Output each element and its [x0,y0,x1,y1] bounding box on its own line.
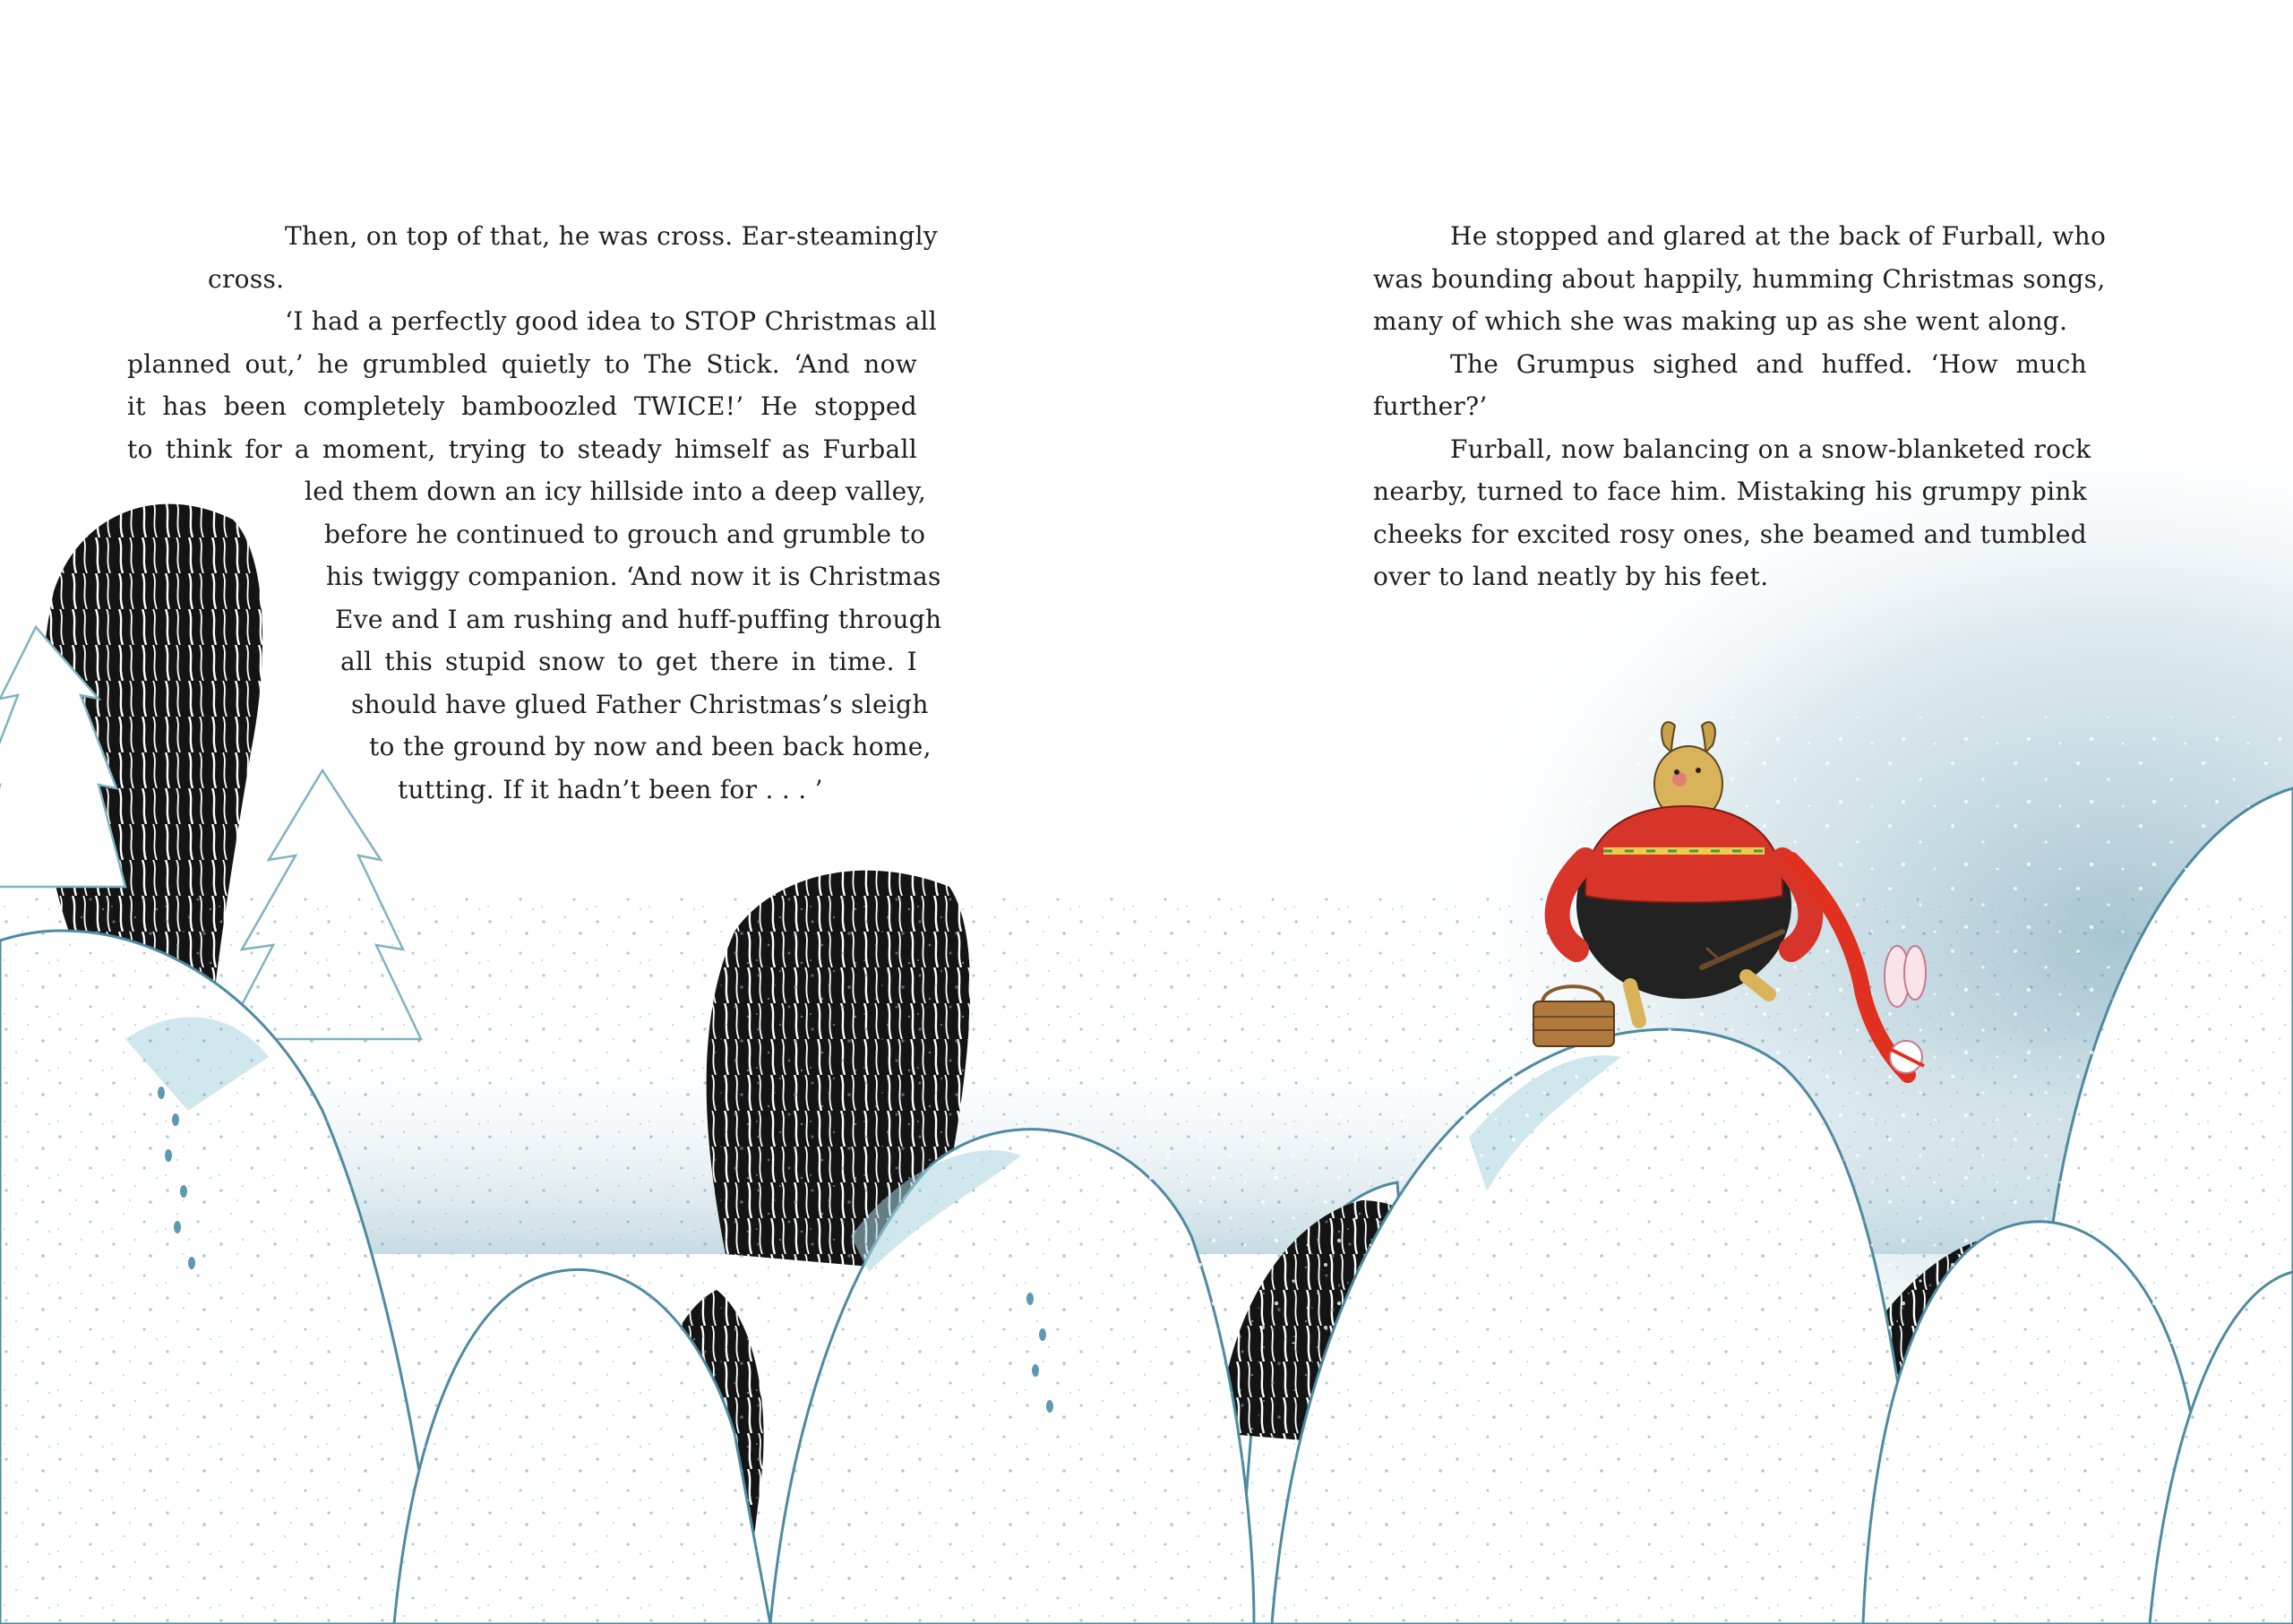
right-paragraph-1-cont [1373,258,2106,343]
right-page-text [1373,215,2107,598]
right-paragraph-2-cont [1373,385,2087,428]
text-line: over to land neatly by his feet. [1373,562,1769,591]
text-line: to the ground by now and been back home, [369,732,932,761]
text-line: led them down an icy hillside into a deep valley, [305,477,927,506]
text-line: cross. [208,263,285,294]
text-line: The Grumpus sighed and huffed. ‘How much [1450,348,2087,379]
text-line: cheeks for excited rosy ones, she beamed and tumbled [1373,519,2087,549]
left-paragraph-1 [208,215,938,258]
text-line: nearby, turned to face him. Mistaking his grumpy pink [1373,477,2087,506]
right-paragraph-3 [1373,428,2091,471]
text-line: all this stupid snow to get there in time. I [340,647,917,676]
text-line: tutting. If it hadn’t been for . . . ’ [398,774,823,804]
left-paragraph-2-cont [127,343,942,812]
text-line: ‘I had a perfectly good idea to STOP Christmas all [285,306,938,336]
text-line: to think for a moment, trying to steady himself as Furball [127,434,917,464]
text-line: planned out,’ he grumbled quietly to The Stick. ‘And now [127,348,917,379]
text-line: Then, on top of that, he was cross. Ear-steamingly [285,221,938,251]
right-paragraph-3-cont [1373,470,2087,598]
right-paragraph-2 [1373,343,2087,386]
right-paragraph-1 [1373,215,2107,258]
left-page-text [127,215,942,811]
text-line: should have glued Father Christmas’s sleigh [351,689,929,719]
text-line: Furball, now balancing on a snow-blanketed rock [1450,434,2091,464]
left-paragraph-1-cont [208,258,917,301]
left-paragraph-2 [208,300,938,343]
text-line: it has been completely bamboozled TWICE!’ He stopped [127,391,917,421]
text-line: was bounding about happily, humming Christmas songs, [1373,263,2106,294]
text-line: before he continued to grouch and grumble to [324,519,926,549]
text-line: his twiggy companion. ‘And now it is Christmas [326,562,941,591]
text-line: He stopped and glared at the back of Furball, who [1450,221,2107,251]
text-line: Eve and I am rushing and huff-puffing through [335,604,942,634]
text-line: further?’ [1373,391,1488,421]
text-line: many of which she was making up as she went along. [1373,306,2068,336]
